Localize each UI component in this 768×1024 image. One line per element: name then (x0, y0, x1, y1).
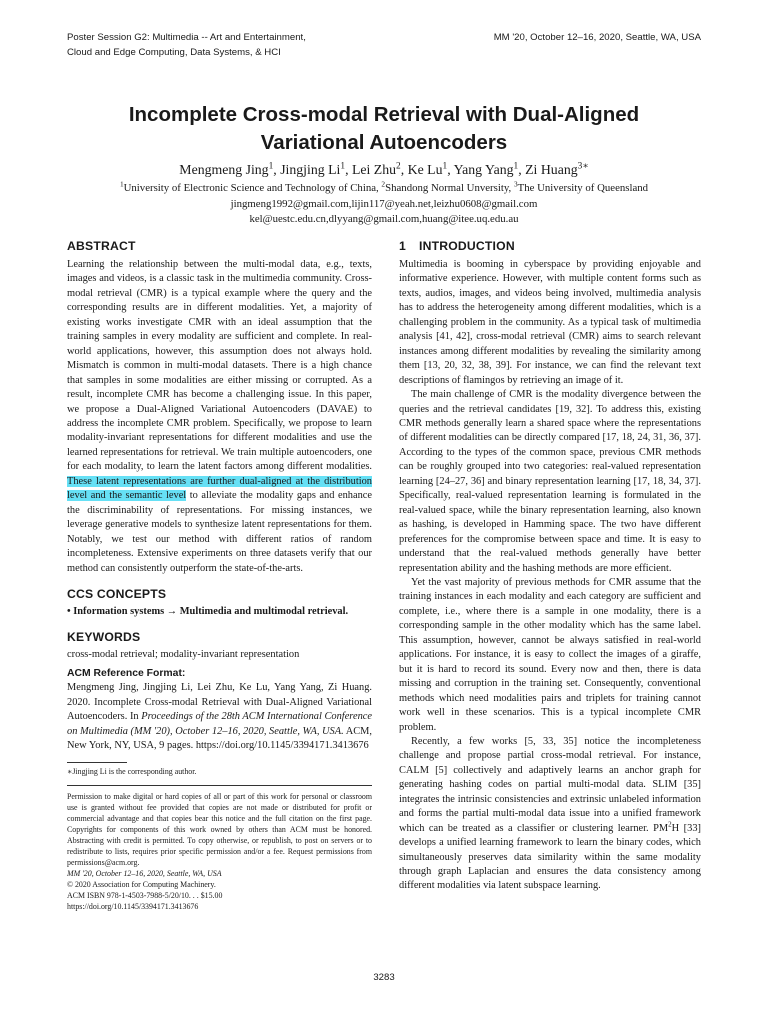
author-affil-sup: 1 (513, 161, 519, 172)
permission-venue: MM '20, October 12–16, 2020, Seattle, WA, USA (67, 868, 222, 878)
introduction-heading: 1 INTRODUCTION (399, 239, 515, 253)
author-name: Mengmeng Jing (179, 162, 269, 177)
running-header-right: MM '20, October 12–16, 2020, Seattle, WA, USA (493, 32, 701, 43)
permission-block (67, 785, 372, 912)
author-name: Jingjing Li (280, 162, 341, 177)
right-column (399, 237, 701, 894)
keywords-text: cross-modal retrieval; modality-invariant representation (67, 649, 300, 661)
intro-paragraph-3: Yet the vast majority of previous methods for CMR assume that the training instances in each modality and each category are sufficient and complete, i.e., where there is a sample in one modality, there is a corresponding sample in the other modality which has the same label. This assumption, however, cannot be always satisfied in real-world applications. For instance, it is easy to collect the images of a giraffe, but it is hard to record its sound. Every now and then, there is data missing and corruption in the training set. Consequently, conventional methods which need modalities pairs and triplets for training cannot work well in these scenarios. This is a typical incomplete CMR problem. (399, 576, 701, 733)
author-affil-sup: 1 (268, 161, 274, 172)
permission-copyright: © 2020 Association for Computing Machinery. (67, 879, 216, 889)
author-affil-sup: 3∗ (577, 161, 589, 172)
paper-title (0, 101, 768, 157)
highlighted-text[interactable]: These latent representations are further dual-aligned at the distribution level and the semantic level (67, 475, 372, 502)
ccs-concepts-text: • Information systems → Multimedia and multimodal retrieval. (67, 605, 349, 617)
intro-paragraph-4: Recently, a few works [5, 33, 35] notice the incompleteness challenge and propose partial cross-modal retrieval. For instance, CALM [5] collectively and adaptively learns an anchor graph for generating hashing codes on partial multi-modal data. SLIM [35] integrates the intrinsic consistencies and extrinsic unlabeled information and forms the partial multi-modal data issue into a unified framework which can be treated as a classifier or clustering learner. $PM^2H$ [33] develops a unified learning framework to learn the binary codes, which simultaneously preserves data similarity within the same modality through graph Laplacian and ensures the data consistency among different modalities via latent subspace learning. (399, 735, 701, 892)
abstract-text: Learning the relationship between the multi-modal data, e.g., texts, images and videos, is a classic task in the multimedia community. Cross-modal retrieval (CMR) is a typical example where the query and the corresponding results are in different modalities. Yet, a majority of existing works investigate CMR with an ideal assumption that the training samples in every modality are sufficient and complete. In real-world applications, however, this assumption does not always hold. Mismatch is common in multi-modal datasets. There is a high chance that samples in some modalities are either missing or corrupted. As a result, incomplete CMR has become a challenging issue. In this paper, we propose a Dual-Aligned Variational Autoencoders (DAVAE) to address the incomplete CMR problem. Specifically, we propose to learn modality-invariant representations for different modalities and use the learned representations for retrieval. We train multiple autoencoders, one for each modality, to learn the latent factors among different modalities. These latent representations are further dual-aligned at the distribution level and the semantic level to alleviate the modality gaps and enhance the discriminability of representations. For missing instances, we leverage generative models to synthesize latent representations for them. Notably, we test our method with different ratios of random incompleteness. Extensive experiments on three datasets verify that our method can consistently outperform the state-of-the-arts. (67, 259, 372, 574)
intro-paragraph-1: Multimedia is booming in cyberspace by providing enjoyable and informative experience. However, with multiple content forms such as texts, audios, images, and videos being involved, multimedia analysis has to address the heterogeneity among different modalities, which is a challenging problem in the community. As a typical task of multimedia analysis [41, 42], cross-modal retrieval (CMR) aims to search relevant instances among different modalities by revealing the similarity among them [13, 20, 32, 38, 39]. For instance, we can find the relevant text descriptions of flamingos by retrieving an image of it. (399, 259, 701, 386)
intro-paragraph-2: The main challenge of CMR is the modality divergence between the queries and the retrieval candidates [19, 32]. To address this, existing CMR methods generally learn a shared space where the representations of different modalities can be directly compared [17, 18, 24, 31, 36, 37]. According to the types of the common space, previous CMR methods can be roughly grouped into two categories: real-valued representation learning [24–27, 36] and binary representation learning [17, 18, 34, 37]. Specifically, real-valued representation learning is formulated in the real-valued space, while the binary representation learning, also known as hashing, is developed in Hamming space. The two have different preferences for the compromise between space and time. It is easy to understand that the real-valued methods generally have better representation ability and the hashing methods are more efficient. (399, 389, 701, 574)
keywords-heading: KEYWORDS (67, 630, 141, 645)
permission-doi[interactable]: https://doi.org/10.1145/3394171.3413676 (67, 901, 199, 911)
author-name: Lei Zhu (351, 162, 397, 177)
ccs-heading: CCS CONCEPTS (67, 586, 167, 601)
header-session-line2: Cloud and Edge Computing, Data Systems, & HCI (67, 47, 281, 58)
permission-text: Permission to make digital or hard copies of all or part of this work for personal or classroom use is granted without fee provided that copies are not made or distributed for profit or commercial advantage and that copies bear this notice and the full citation on the first page. Copyrights for components of this work owned by others than ACM must be honored. Abstracting with credit is permitted. To copy otherwise, or republish, to post on servers or to redistribute to lists, requires prior specific permission and/or a fee. Request permissions from permissions@acm.org. (67, 791, 372, 867)
left-column (67, 237, 372, 912)
author-list: Mengmeng Jing$^1$, Jingjing Li$^1$, Lei Zhu$^2$, Ke Lu$^1$, Yang Yang$^1$, Zi Huang$^{3∗}$ (179, 161, 589, 177)
corresponding-author-footnote: ∗Jingjing Li is the corresponding author. (67, 766, 197, 776)
affiliations (0, 181, 768, 228)
affiliation-line: $^1$University of Electronic Science and Technology of China, $^2$Shandong Normal Unversity, $^3$The University of Queensland (119, 179, 649, 194)
author-affil-sup: 2 (396, 161, 401, 172)
author-affil-sup: 1 (340, 161, 346, 172)
permission-isbn: ACM ISBN 978-1-4503-7988-5/20/10. . . $15.00 (67, 890, 223, 900)
footnote-divider (67, 762, 127, 763)
header-session-line1: Poster Session G2: Multimedia -- Art and Entertainment, (67, 32, 306, 43)
title-line2: Variational Autoencoders (260, 131, 508, 154)
page-number: 3283 (373, 972, 395, 983)
acm-reference-heading: ACM Reference Format: (67, 667, 186, 679)
title-line1: Incomplete Cross-modal Retrieval with Dual-Aligned (128, 103, 640, 126)
running-header-left (67, 30, 306, 60)
abstract-heading: ABSTRACT (67, 239, 136, 253)
email-line: kel@uestc.edu.cn,dlyyang@gmail.com,huang@itee.uq.edu.au (249, 213, 519, 225)
email-line: jingmeng1992@gmail.com,lijin117@yeah.net,leizhu0608@gmail.com (230, 197, 538, 210)
author-affil-sup: 1 (442, 161, 448, 172)
author-name: Yang Yang (453, 162, 514, 177)
acm-reference-text: Mengmeng Jing, Jingjing Li, Lei Zhu, Ke Lu, Yang Yang, Zi Huang. 2020. Incomplete Cross-modal Retrieval with Dual-Aligned Variational Autoencoders. In Proceedings of the 28th ACM International Conference on Multimedia (MM '20), October 12–16, 2020, Seattle, WA, USA. ACM, New York, NY, USA, 9 pages. https://doi.org/10.1145/3394171.3413676 (67, 682, 373, 752)
author-name: Ke Lu (407, 162, 443, 177)
author-name: Zi Huang (525, 162, 578, 177)
